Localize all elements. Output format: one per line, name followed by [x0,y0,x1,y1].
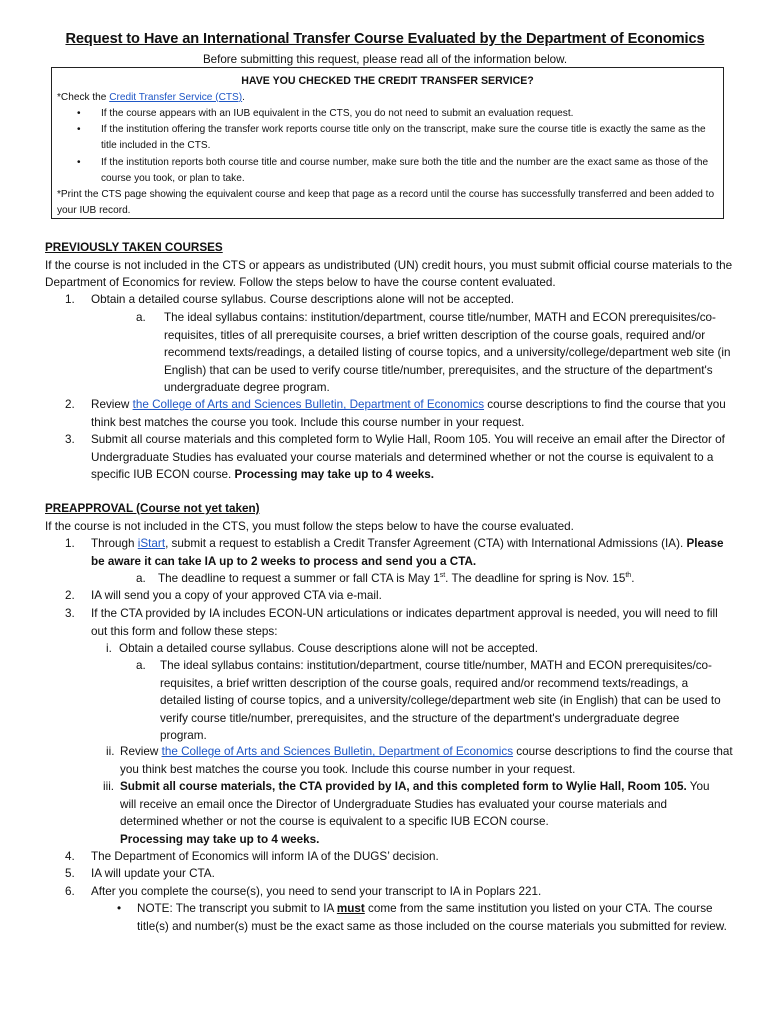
prev-step-2-suffix: course descriptions to find the course that you think best matches the course you took. Include this course number in your request. [91,398,726,429]
prev-step-1-num: 1. [65,293,75,306]
cts-notice-heading: HAVE YOU CHECKED THE CREDIT TRANSFER SERVICE? [241,75,534,87]
pre-step-3: If the CTA provided by IA includes ECON-UN articulations or indicates department approval is needed, you will need to fill out this form and follow these steps: [91,607,718,638]
pre-step-1-prefix: Through [91,537,138,550]
deadline-sup-1: st [439,572,446,580]
transcript-note-p1: NOTE: The transcript you submit to IA [137,902,337,915]
pre-step-ii-suffix: course descriptions to find the course that you think best matches the course you took. Include this course number in your request. [120,745,733,776]
cts-check-line [57,90,245,106]
previously-heading: PREVIOUSLY TAKEN COURSES [45,241,223,254]
pre-step-1-suffix: , submit a request to establish a Credit Transfer Agreement (CTA) with International Admissions (IA). [165,537,687,550]
preapproval-section [45,500,735,535]
transcript-note-must: must [336,902,365,915]
pre-step-2: IA will send you a copy of your approved CTA via e-mail. [91,589,382,602]
deadline-text-3: . [631,572,635,585]
pre-step-iii-num: iii. [103,780,115,793]
pre-step-2-num: 2. [65,589,75,602]
bullet-icon: • [77,124,81,135]
cts-bullet-1: If the course appears with an IUB equivalent in the CTS, you do not need to submit an evaluation request. [101,108,574,119]
bullet-icon: • [117,902,122,915]
cts-link[interactable]: Credit Transfer Service (CTS) [109,92,243,103]
pre-step-iii [120,778,720,848]
pre-step-5: IA will update your CTA. [91,867,215,880]
pre-step-ia: The ideal syllabus contains: institution/department, course title/number, MATH and ECON prerequisites/co-requisites, a brief written description of the course goals, required and/or recommend texts/readings, a detailed listing of course topics, and a university/college/department web site (in English) that can be used to verify course title/number, prerequisites, and the structure of the department's undergraduate degree program. [160,659,721,742]
prev-step-3 [91,431,733,484]
pre-step-3-num: 3. [65,607,75,620]
transcript-note [137,900,727,935]
prev-step-3-text: Submit all course materials and this completed form to Wylie Hall, Room 105. You will receive an email after the Director of Undergraduate Studies has evaluated your course materials and determined whether or not the course is equivalent to a specific IUB ECON course. [91,433,725,481]
pre-step-1a-num: a. [136,572,146,585]
cts-check-suffix: . [242,92,245,103]
bulletin-link[interactable]: the College of Arts and Sciences Bulletin, Department of Economics [132,398,485,411]
transcript-note-p2: come from the same institution you listed on your CTA. The course title(s) and number(s) must be the exact same as those included on the course materials you submitted for review. [137,902,727,933]
document-title: Request to Have an International Transfer Course Evaluated by the Department of Economics [65,31,705,47]
prev-step-2-prefix: Review [91,398,133,411]
bullet-icon: • [77,157,81,168]
pre-step-ii-prefix: Review [120,745,162,758]
pre-processing-note: Processing may take up to 4 weeks. [120,832,320,846]
pre-step-ii-num: ii. [106,745,115,758]
pre-step-i-num: i. [106,642,112,655]
cts-bullet-2: If the institution offering the transfer work reports course title only on the transcript, make sure the course title is exactly the same as the title included in the CTS. [101,124,706,151]
pre-step-iii-text: You will receive an email once the Director of Undergraduate Studies has evaluated your course materials and determined whether or not the course is equivalent to a specific IUB ECON course. [120,780,710,828]
pre-step-1a [158,570,728,588]
prev-step-1a: The ideal syllabus contains: institution/department, course title/number, MATH and ECON prerequisites/co-requisites, titles of all prerequisite courses, a brief written description of the course goals, required and/or recommend texts/readings, a detailed listing of course topics, and a university/college/department web site (in English) that can be used to verify course title/number, prerequisites, and the structure of the department's undergraduate degree program. [164,311,731,394]
pre-step-1 [91,535,731,570]
prev-step-1: Obtain a detailed course syllabus. Course descriptions alone will not be accepted. [91,293,514,306]
prev-step-3-num: 3. [65,433,75,446]
pre-step-ia-num: a. [136,659,146,672]
cts-bullet-3: If the institution reports both course title and course number, make sure both the title and the number are the exact same as those of the course you took, or plan to take. [101,157,709,184]
deadline-sup-2: th [625,572,632,580]
pre-step-6: After you complete the course(s), you need to send your transcript to IA in Poplars 221. [91,885,542,898]
prev-step-2-num: 2. [65,398,75,411]
deadline-text-2: . The deadline for spring is Nov. 15 [445,572,626,585]
previously-section [45,239,735,292]
pre-step-4-num: 4. [65,850,75,863]
pre-step-1-warning: Please be aware it can take IA up to 2 weeks to process and send you a CTA. [91,537,724,568]
pre-step-i: Obtain a detailed course syllabus. Couse descriptions alone will not be accepted. [119,642,539,655]
prev-step-2 [91,396,733,431]
pre-step-6-num: 6. [65,885,75,898]
bulletin-link-2[interactable]: the College of Arts and Sciences Bulletin, Department of Economics [161,745,514,758]
pre-step-4: The Department of Economics will inform IA of the DUGS’ decision. [91,850,439,863]
prev-processing-note: Processing may take up to 4 weeks. [234,468,434,481]
cts-check-prefix: *Check the [57,92,110,103]
deadline-text-1: The deadline to request a summer or fall CTA is May 1 [158,572,440,585]
preapproval-heading: PREAPPROVAL (Course not yet taken) [45,502,260,515]
document-subtitle: Before submitting this request, please read all of the information below. [202,53,568,66]
cts-notice-box [51,67,724,219]
pre-step-ii [120,743,738,778]
istart-link[interactable]: iStart [137,537,166,550]
pre-step-iii-bold: Submit all course materials, the CTA provided by IA, and this completed form to Wylie Hall, Room 105. [120,780,687,793]
previously-intro: If the course is not included in the CTS or appears as undistributed (UN) credit hours, you must submit official course materials to the Department of Economics for review. Follow the steps below to have the course content evaluated. [45,258,733,289]
bullet-icon: • [77,108,81,119]
pre-step-5-num: 5. [65,867,75,880]
preapproval-intro: If the course is not included in the CTS, you must follow the steps below to have the course evaluated. [45,519,574,533]
prev-step-1a-num: a. [136,311,146,324]
cts-print-note: *Print the CTS page showing the equivalent course and keep that page as a record until the course has successfully transferred and been added to your IUB record. [57,189,715,216]
pre-step-1-num: 1. [65,537,75,550]
